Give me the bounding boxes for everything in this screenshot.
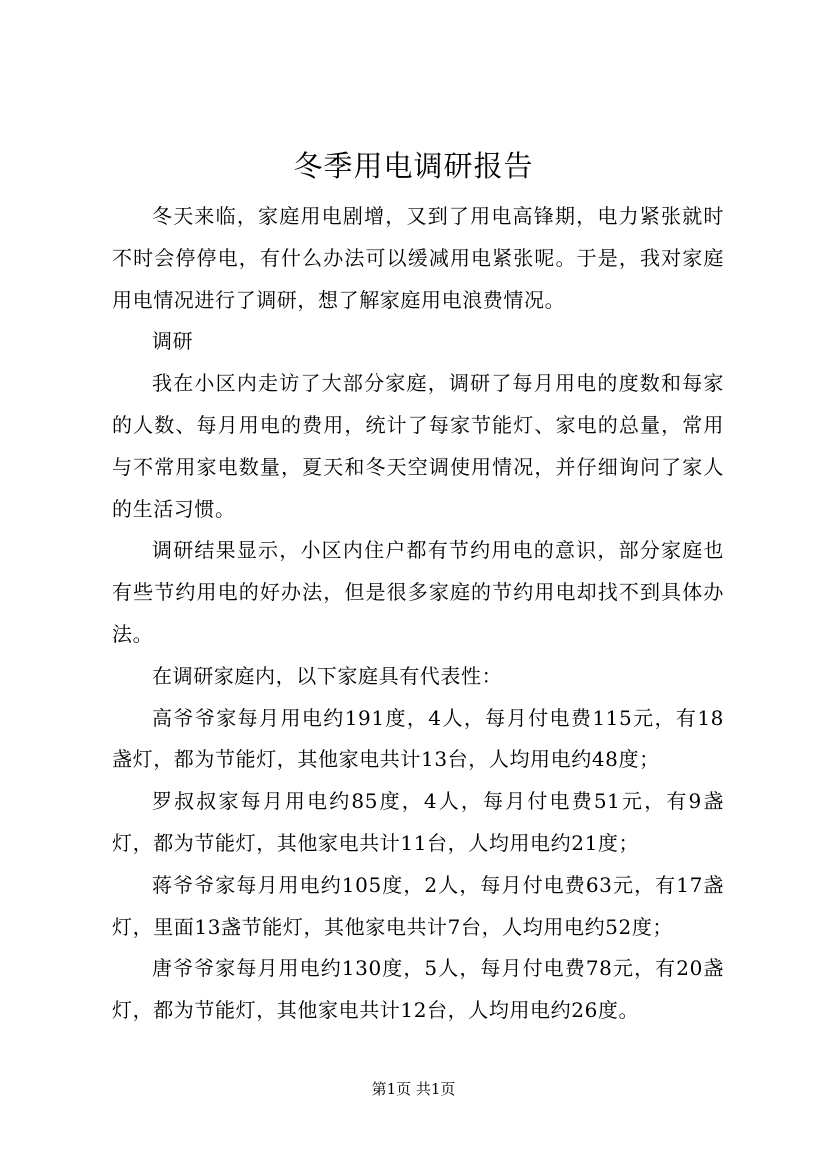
paragraph-method: 我在小区内走访了大部分家庭，调研了每月用电的度数和每家的人数、每月用电的费用，统计了每家节能灯、家电的总量，常用与不常用家电数量，夏天和冬天空调使用情况，并仔细询问了家人的生活习惯。 [112, 371, 724, 521]
section-heading-research: 调研 [152, 329, 194, 354]
household-entry: 唐爷爷家每月用电约130度，5人，每月付电费78元，有20盏灯，都为节能灯，其他家电共计12台，人均用电约26度。 [112, 956, 724, 1023]
household-entry: 罗叔叔家每月用电约85度，4人，每月付电费51元，有9盏灯，都为节能灯，其他家电共计11台，人均用电约21度； [112, 789, 724, 855]
document-body [112, 196, 724, 1032]
paragraph-results: 调研结果显示，小区内住户都有节约用电的意识，部分家庭也有些节约用电的好办法，但是很多家庭的节约用电却找不到具体办法。 [112, 538, 724, 646]
page-number-footer: 第1页 共1页 [371, 1080, 456, 1098]
household-entry: 蒋爷爷家每月用电约105度，2人，每月付电费63元，有17盏灯，里面13盏节能灯，其他家电共计7台，人均用电约52度； [112, 872, 724, 939]
paragraph-representative-intro: 在调研家庭内，以下家庭具有代表性： [152, 663, 503, 688]
household-entry: 高爷爷家每月用电约191度，4人，每月付电费115元，有18盏灯，都为节能灯，其他家电共计13台，人均用电约48度； [112, 705, 724, 772]
paragraph-intro: 冬天来临，家庭用电剧增，又到了用电高锋期，电力紧张就时不时会停停电，有什么办法可以缓减用电紧张呢。于是，我对家庭用电情况进行了调研，想了解家庭用电浪费情况。 [112, 204, 724, 312]
page-title: 冬季用电调研报告 [293, 149, 534, 183]
